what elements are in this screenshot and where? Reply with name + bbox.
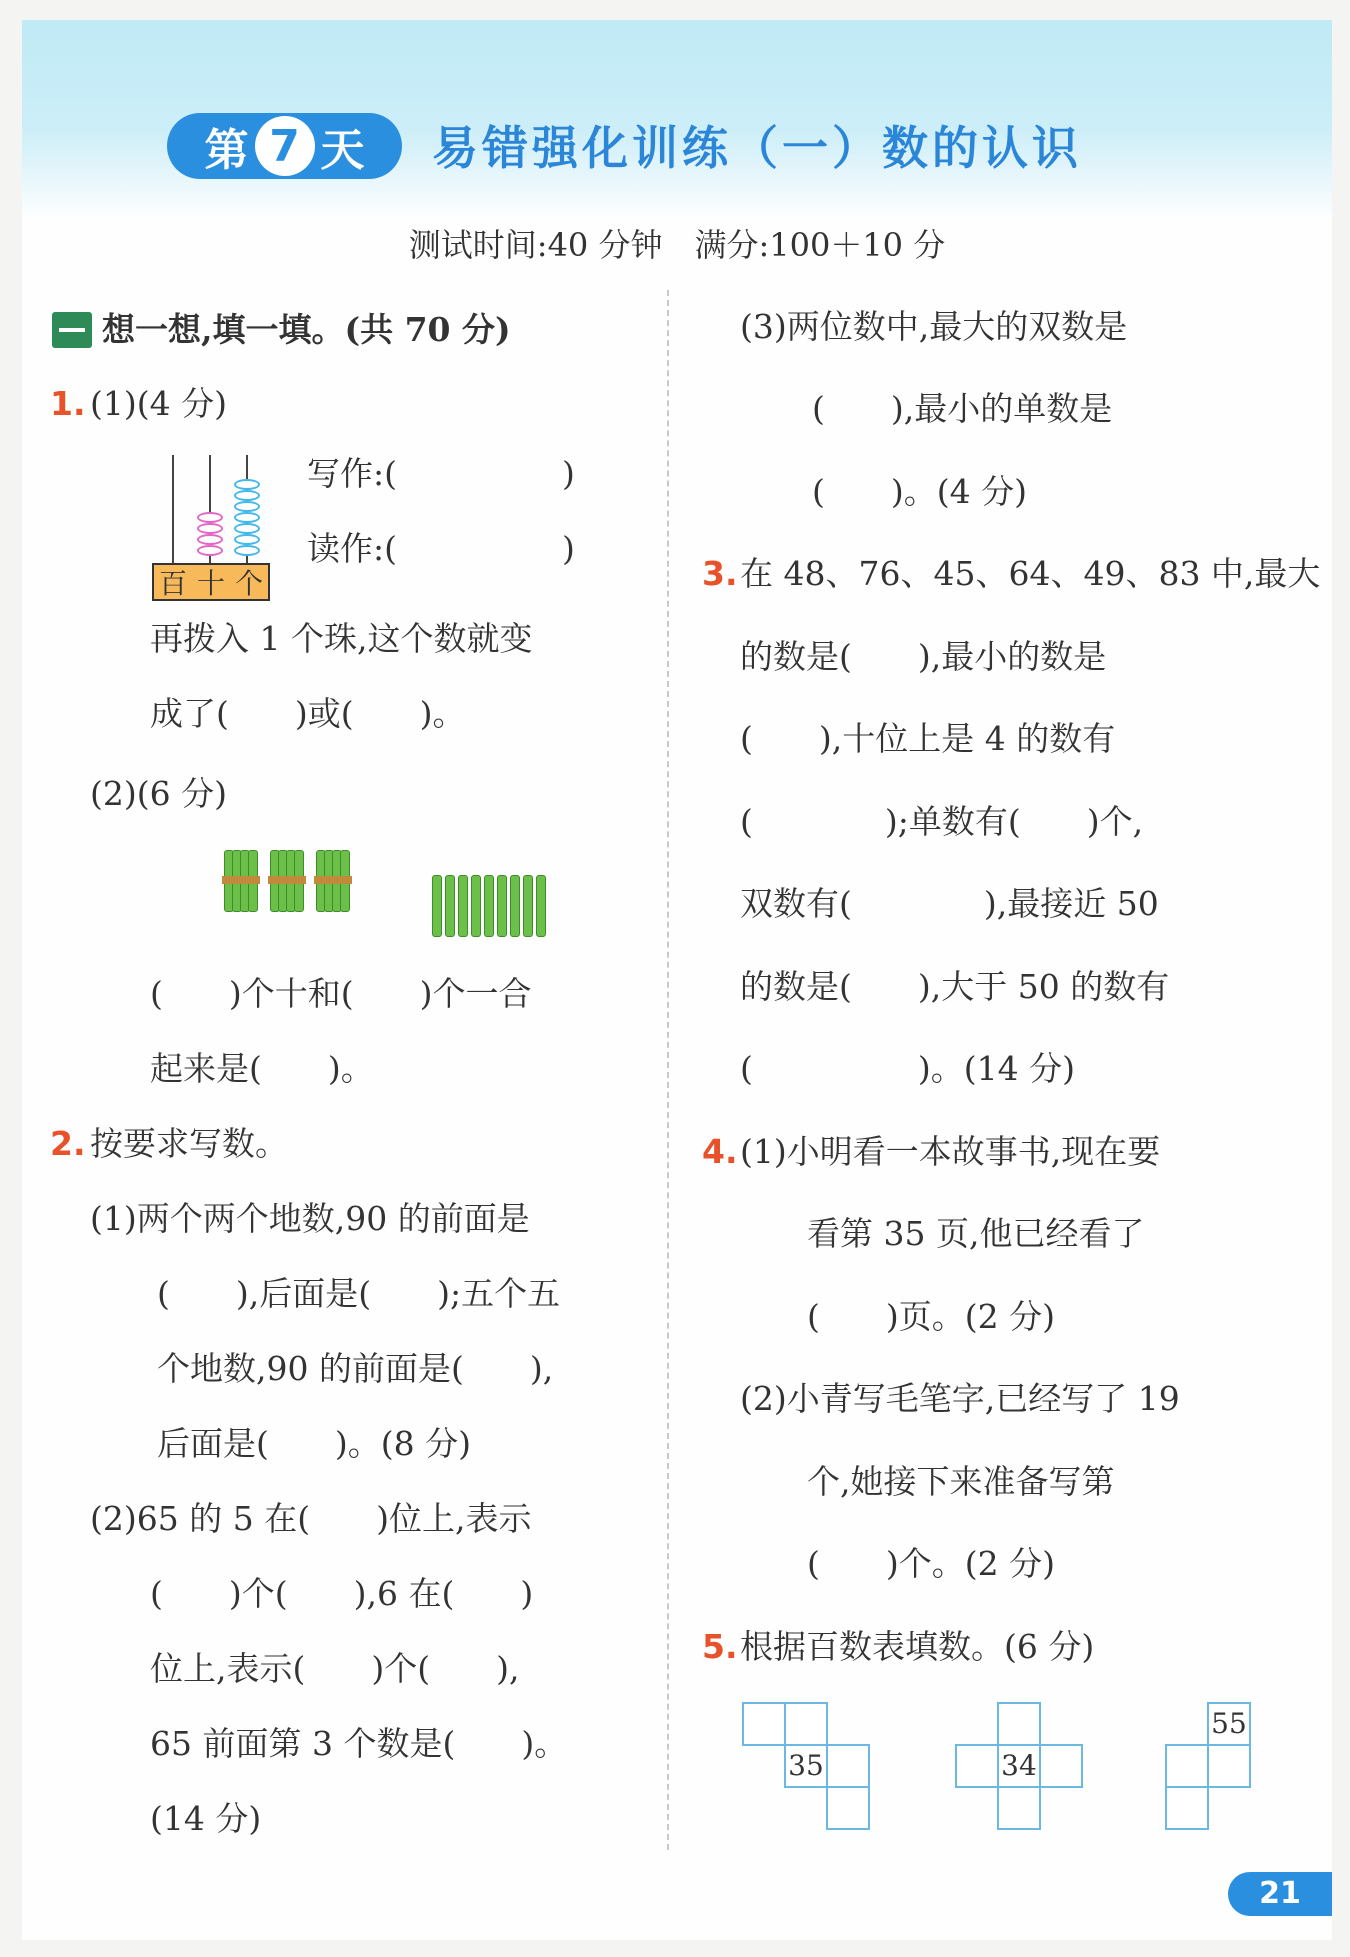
q4-line6: ( )个。(2 分) [807, 1544, 1055, 1583]
q4-line2: 看第 35 页,他已经看了 [807, 1214, 1145, 1253]
header-band [22, 20, 1332, 220]
q4-line3: ( )页。(2 分) [807, 1297, 1055, 1336]
abacus-image [152, 455, 277, 600]
q2-a-line2: ( ),后面是( );五个五 [157, 1274, 561, 1313]
section-one-icon [52, 312, 92, 348]
q2-title: 按要求写数。 [90, 1124, 288, 1163]
day-number: 7 [255, 116, 315, 176]
test-info: 测试时间:40 分钟 满分:100＋10 分 [408, 226, 946, 264]
q1-text-line1: 再拨入 1 个珠,这个数就变 [150, 619, 533, 658]
q2-number: 2. [50, 1124, 86, 1163]
q1-part2-label: (2)(6 分) [90, 774, 227, 813]
q2-b-line4: 65 前面第 3 个数是( )。 [150, 1724, 568, 1763]
q2-b-line5: (14 分) [150, 1799, 262, 1838]
q1-part1-label: (1)(4 分) [90, 384, 227, 423]
q2-a-line4: 后面是( )。(8 分) [157, 1424, 471, 1463]
q2-b-line1: (2)65 的 5 在( )位上,表示 [90, 1499, 532, 1538]
section-title: 想一想,填一填。(共 70 分) [102, 310, 511, 349]
q5-title: 根据百数表填数。(6 分) [740, 1627, 1095, 1666]
q4-line5: 个,她接下来准备写第 [807, 1462, 1115, 1501]
q5-number: 5. [702, 1627, 738, 1666]
q4-line1: (1)小明看一本故事书,现在要 [740, 1132, 1161, 1171]
q1-text-line2: 成了( )或( )。 [150, 694, 466, 733]
q3-line3: ( ),十位上是 4 的数有 [740, 719, 1116, 758]
abacus-base [152, 563, 270, 601]
grid1-cell-value: 35 [784, 1744, 828, 1788]
q1-number: 1. [50, 384, 86, 423]
q3-line5: 双数有( ),最接近 50 [740, 884, 1159, 923]
grid2-cell-value: 34 [997, 1744, 1041, 1788]
q3-line2: 的数是( ),最小的数是 [740, 637, 1107, 676]
page-number: 21 [1228, 1872, 1332, 1916]
q3-number: 3. [702, 554, 738, 593]
day-badge-suffix: 天 [320, 125, 365, 176]
worksheet-page [22, 20, 1332, 1940]
q3-line4: ( );单数有( )个, [740, 802, 1144, 841]
q3-line6: 的数是( ),大于 50 的数有 [740, 967, 1170, 1006]
q1-text-line3: ( )个十和( )个一合 [150, 974, 532, 1013]
q1-text-line4: 起来是( )。 [150, 1049, 374, 1088]
abacus-label-ones: 个 [234, 567, 263, 600]
abacus-label-tens: 十 [196, 567, 225, 600]
grid3-cell-value: 55 [1207, 1702, 1251, 1746]
day-badge-prefix: 第 [204, 125, 249, 176]
q3-line1: 在 48、76、45、64、49、83 中,最大 [740, 554, 1321, 593]
q2-a-line1: (1)两个两个地数,90 的前面是 [90, 1199, 530, 1238]
q1-write-blank: 写作:( ) [307, 454, 575, 493]
q3-line7: ( )。(14 分) [740, 1049, 1075, 1088]
page-title: 易错强化训练（一）数的认识 [432, 121, 1082, 175]
abacus-label-hundreds: 百 [158, 567, 187, 600]
day-badge [167, 113, 402, 179]
q2-b-line3: 位上,表示( )个( ), [150, 1649, 520, 1688]
q4-number: 4. [702, 1132, 738, 1171]
r-line3: ( )。(4 分) [812, 472, 1027, 511]
q4-line4: (2)小青写毛笔字,已经写了 19 [740, 1379, 1180, 1418]
q1-read-blank: 读作:( ) [307, 529, 575, 568]
r-line2: ( ),最小的单数是 [812, 389, 1113, 428]
column-divider [667, 290, 669, 1850]
q2-a-line3: 个地数,90 的前面是( ), [157, 1349, 554, 1388]
r-line1: (3)两位数中,最大的双数是 [740, 307, 1128, 346]
q2-b-line2: ( )个( ),6 在( ) [150, 1574, 534, 1613]
